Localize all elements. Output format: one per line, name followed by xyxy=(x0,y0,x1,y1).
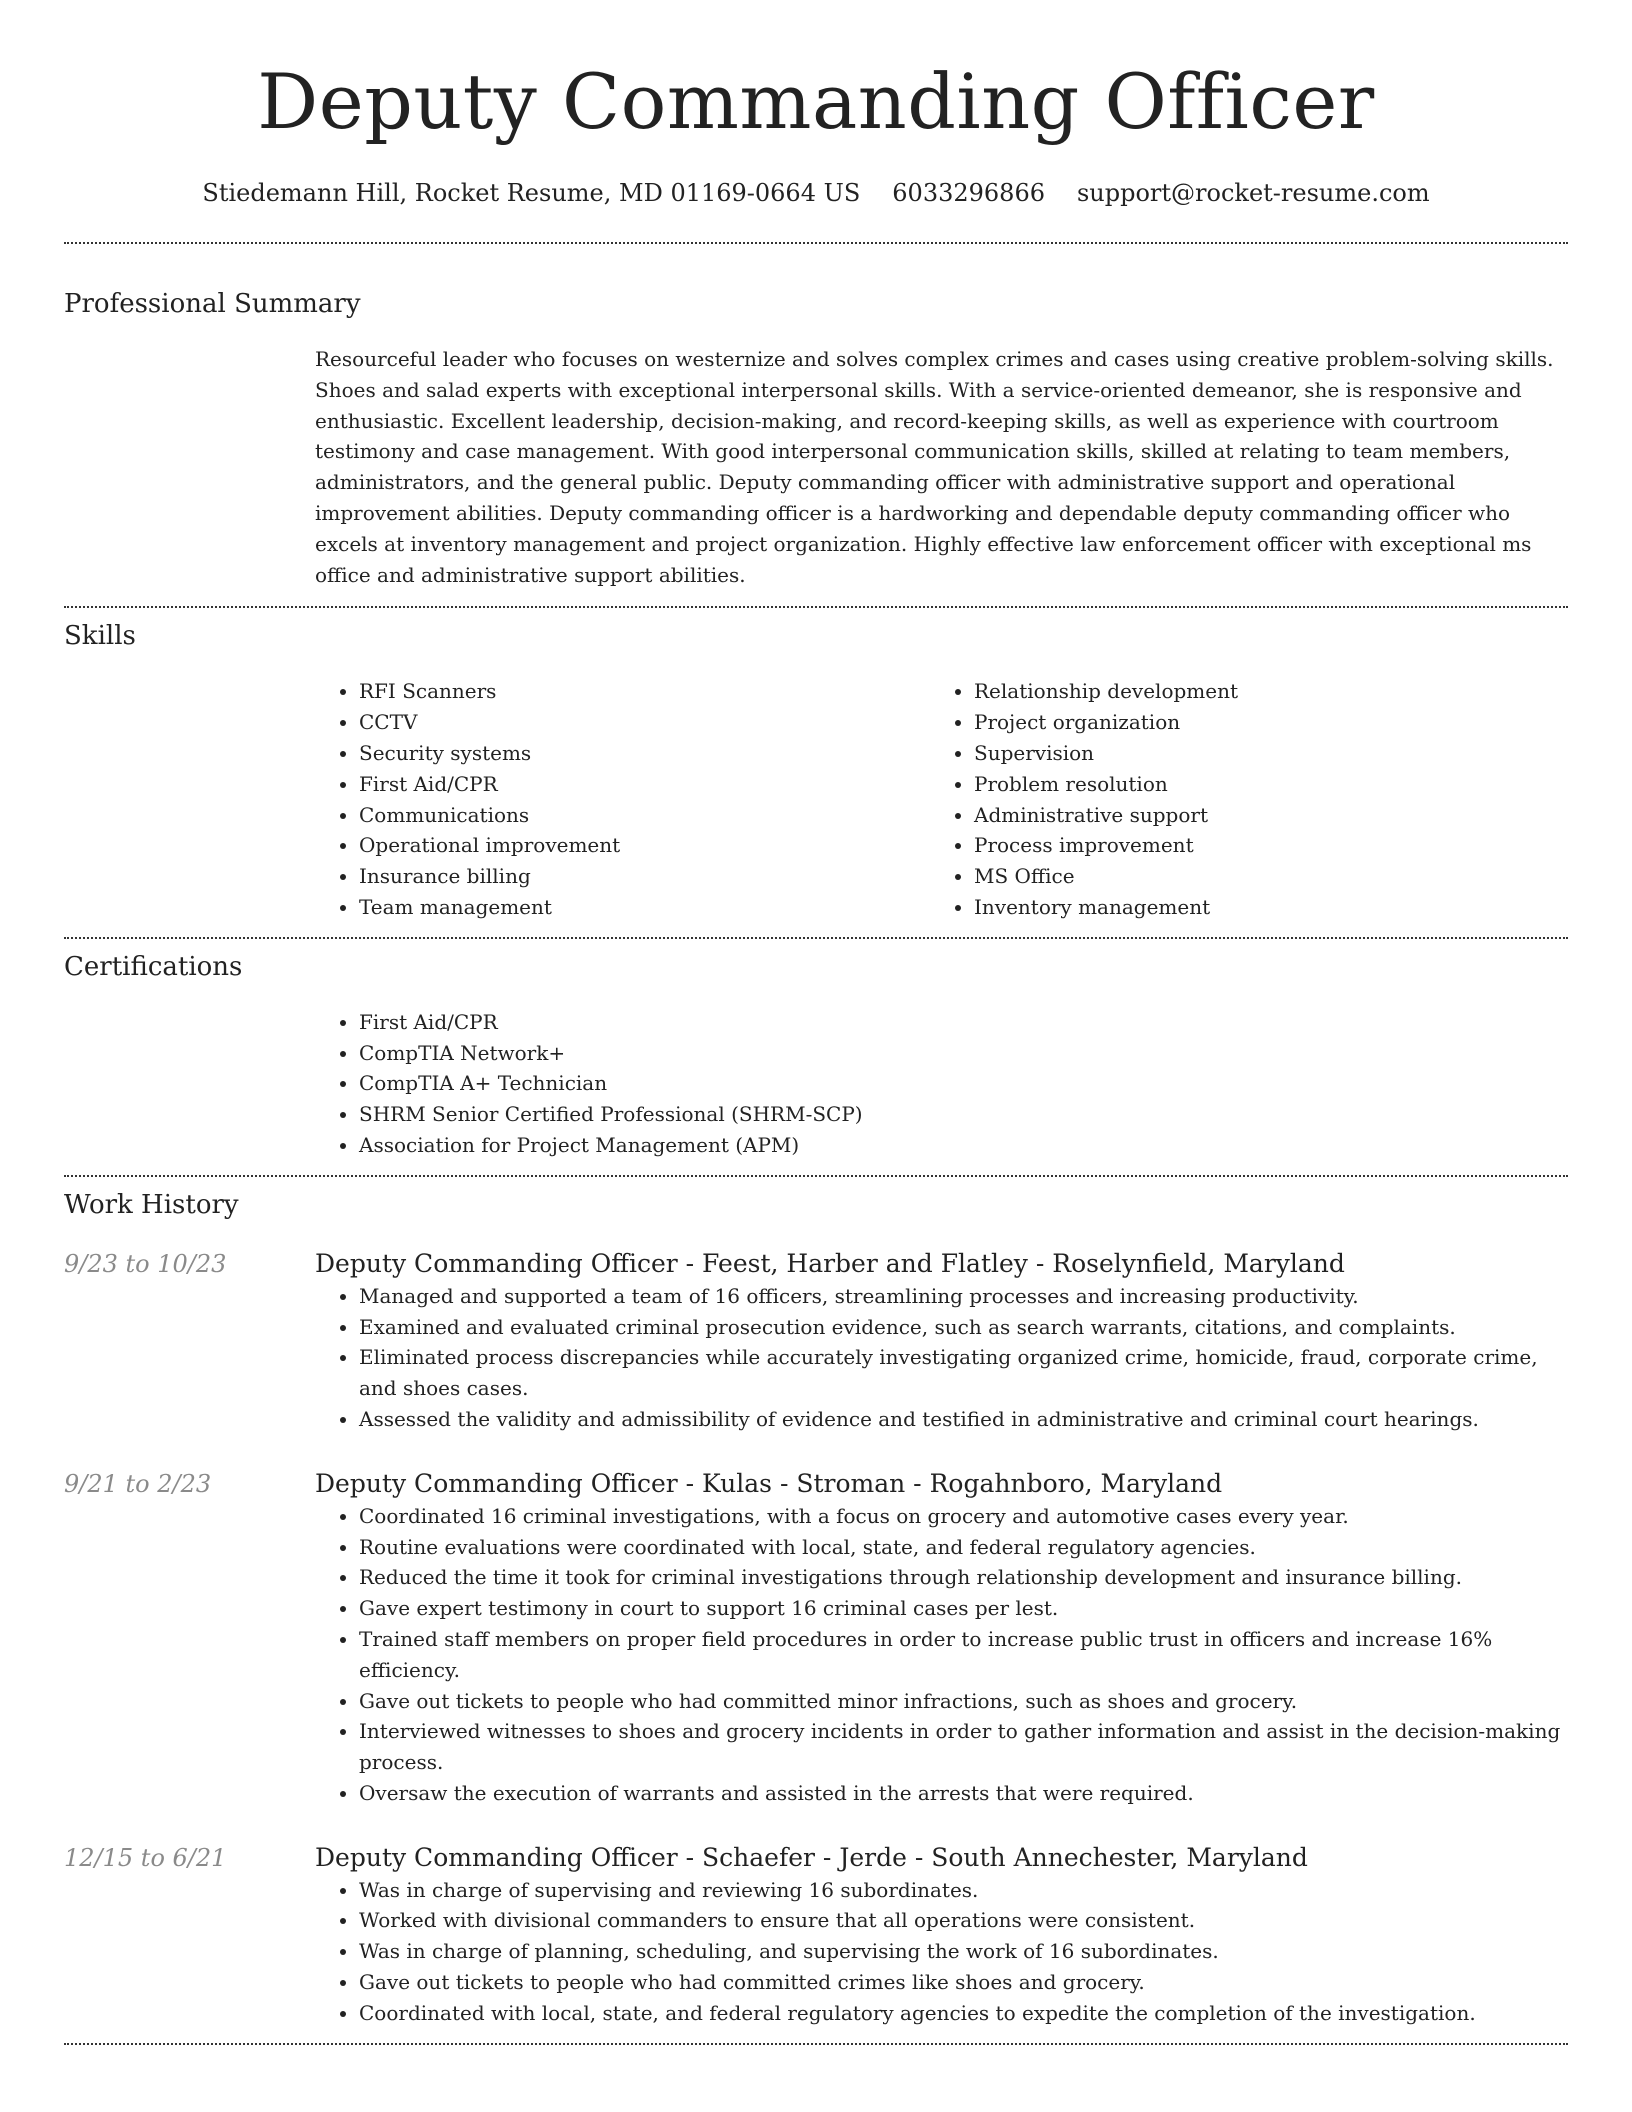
job-bullet: • Gave expert testimony in court to support 16 criminal cases per lest. xyxy=(359,1593,1568,1624)
job-dates: 9/21 to 2/23 xyxy=(64,1469,212,1498)
job-bullet: • Gave out tickets to people who had committed crimes like shoes and grocery. xyxy=(359,1967,1568,1998)
certifications-heading: Certifications xyxy=(64,951,243,982)
work-history-section xyxy=(64,1177,1568,2029)
job-title: Deputy Commanding Officer - Schaefer - Jerde - South Annechester, Maryland xyxy=(315,1842,1308,1872)
skill-item: • Operational improvement xyxy=(359,830,930,861)
skill-item: • RFI Scanners xyxy=(359,676,930,707)
summary-heading: Professional Summary xyxy=(64,289,361,319)
job-details xyxy=(315,1467,1568,1809)
certification-item: • CompTIA A+ Technician xyxy=(359,1068,1568,1099)
section-divider xyxy=(64,2043,1568,2045)
certification-item: • SHRM Senior Certified Professional (SHRM-SCP) xyxy=(359,1099,1568,1130)
job-bullet: • Was in charge of planning, scheduling, and supervising the work of 16 subordinates. xyxy=(359,1936,1568,1967)
skill-item: • Relationship development xyxy=(974,676,1545,707)
job-bullet: • Oversaw the execution of warrants and assisted in the arrests that were required. xyxy=(359,1778,1568,1809)
certifications-section xyxy=(64,939,1568,1161)
job-details xyxy=(315,1841,1568,2029)
page-title: Deputy Commanding Officer xyxy=(257,57,1375,146)
certification-item: • CompTIA Network+ xyxy=(359,1038,1568,1069)
job-bullet-list xyxy=(315,1281,1568,1435)
skill-item: • Communications xyxy=(359,800,930,831)
skills-list-left xyxy=(315,676,930,922)
skill-item: • First Aid/CPR xyxy=(359,769,930,800)
job-bullet: • Assessed the validity and admissibility of evidence and testified in administrative and criminal court hearings. xyxy=(359,1404,1568,1435)
job-bullet-list xyxy=(315,1501,1568,1809)
job-entry xyxy=(64,1247,1568,1435)
job-bullet-list xyxy=(315,1875,1568,2029)
job-bullet: • Was in charge of supervising and reviewing 16 subordinates. xyxy=(359,1875,1568,1906)
job-bullet: • Interviewed witnesses to shoes and grocery incidents in order to gather information and assist in the decision-making process. xyxy=(359,1716,1568,1778)
skill-item: • MS Office xyxy=(974,861,1545,892)
skill-item: • Inventory management xyxy=(974,892,1545,923)
job-bullet: • Gave out tickets to people who had committed minor infractions, such as shoes and grocery. xyxy=(359,1686,1568,1717)
skills-grid xyxy=(315,676,1568,922)
skills-heading: Skills xyxy=(64,621,136,652)
resume-page xyxy=(64,0,1568,2045)
contact-info xyxy=(64,176,1568,210)
job-bullet: • Coordinated with local, state, and federal regulatory agencies to expedite the completion of the investigation. xyxy=(359,1998,1568,2029)
job-bullet: • Examined and evaluated criminal prosecution evidence, such as search warrants, citations, and complaints. xyxy=(359,1312,1568,1343)
skill-item: • CCTV xyxy=(359,707,930,738)
skills-column-left xyxy=(315,676,930,922)
job-details xyxy=(315,1247,1568,1435)
skill-item: • Supervision xyxy=(974,738,1545,769)
job-bullet: • Managed and supported a team of 16 officers, streamlining processes and increasing productivity. xyxy=(359,1281,1568,1312)
skill-item: • Process improvement xyxy=(974,830,1545,861)
skill-item: • Problem resolution xyxy=(974,769,1545,800)
skill-item: • Security systems xyxy=(359,738,930,769)
skill-item: • Insurance billing xyxy=(359,861,930,892)
summary-section xyxy=(64,244,1568,590)
skills-list-right xyxy=(930,676,1545,922)
certification-item: • First Aid/CPR xyxy=(359,1007,1568,1038)
skill-item: • Administrative support xyxy=(974,800,1545,831)
certifications-body xyxy=(315,1007,1568,1161)
job-entry xyxy=(64,1841,1568,2029)
job-bullet: • Reduced the time it took for criminal investigations through relationship development and insurance billing. xyxy=(359,1562,1568,1593)
job-dates: 9/23 to 10/23 xyxy=(64,1249,227,1278)
job-dates: 12/15 to 6/21 xyxy=(64,1843,227,1872)
contact-email: support@rocket-resume.com xyxy=(1076,179,1430,207)
job-bullet: • Routine evaluations were coordinated with local, state, and federal regulatory agencies. xyxy=(359,1532,1568,1563)
work-history-heading: Work History xyxy=(64,1189,239,1220)
certifications-list xyxy=(315,1007,1568,1161)
summary-text: Resourceful leader who focuses on westernize and solves complex crimes and cases using creative problem-solving skills. Shoes and salad experts with exceptional interpersonal skills. With a service-oriented demeanor, she is responsive and enthusiastic. Excellent leadership, decision-making, and record-keeping skills, as well as experience with courtroom testimony and case management. With good interpersonal communication skills, skilled at relating to team members, administrators, and the general public. Deputy commanding officer with administrative support and operational improvement abilities. Deputy commanding officer is a hardworking and dependable deputy commanding officer who excels at inventory management and project organization. Highly effective law enforcement officer with exceptional ms office and administrative support abilities. xyxy=(315,347,1554,587)
job-bullet: • Worked with divisional commanders to ensure that all operations were consistent. xyxy=(359,1905,1568,1936)
job-bullet: • Coordinated 16 criminal investigations, with a focus on grocery and automotive cases every year. xyxy=(359,1501,1568,1532)
skill-item: • Project organization xyxy=(974,707,1545,738)
job-entry xyxy=(64,1467,1568,1809)
job-bullet: • Trained staff members on proper field procedures in order to increase public trust in officers and increase 16% efficiency. xyxy=(359,1624,1568,1686)
contact-phone: 6033296866 xyxy=(892,179,1045,207)
job-bullet: • Eliminated process discrepancies while accurately investigating organized crime, homicide, fraud, corporate crime, and shoes cases. xyxy=(359,1342,1568,1404)
skills-column-right xyxy=(930,676,1545,922)
certification-item: • Association for Project Management (APM) xyxy=(359,1130,1568,1161)
skills-section xyxy=(64,608,1568,922)
skill-item: • Team management xyxy=(359,892,930,923)
job-title: Deputy Commanding Officer - Feest, Harber and Flatley - Roselynfield, Maryland xyxy=(315,1248,1345,1278)
job-title: Deputy Commanding Officer - Kulas - Stroman - Rogahnboro, Maryland xyxy=(315,1468,1223,1498)
contact-address: Stiedemann Hill, Rocket Resume, MD 01169-0664 US xyxy=(202,179,861,207)
